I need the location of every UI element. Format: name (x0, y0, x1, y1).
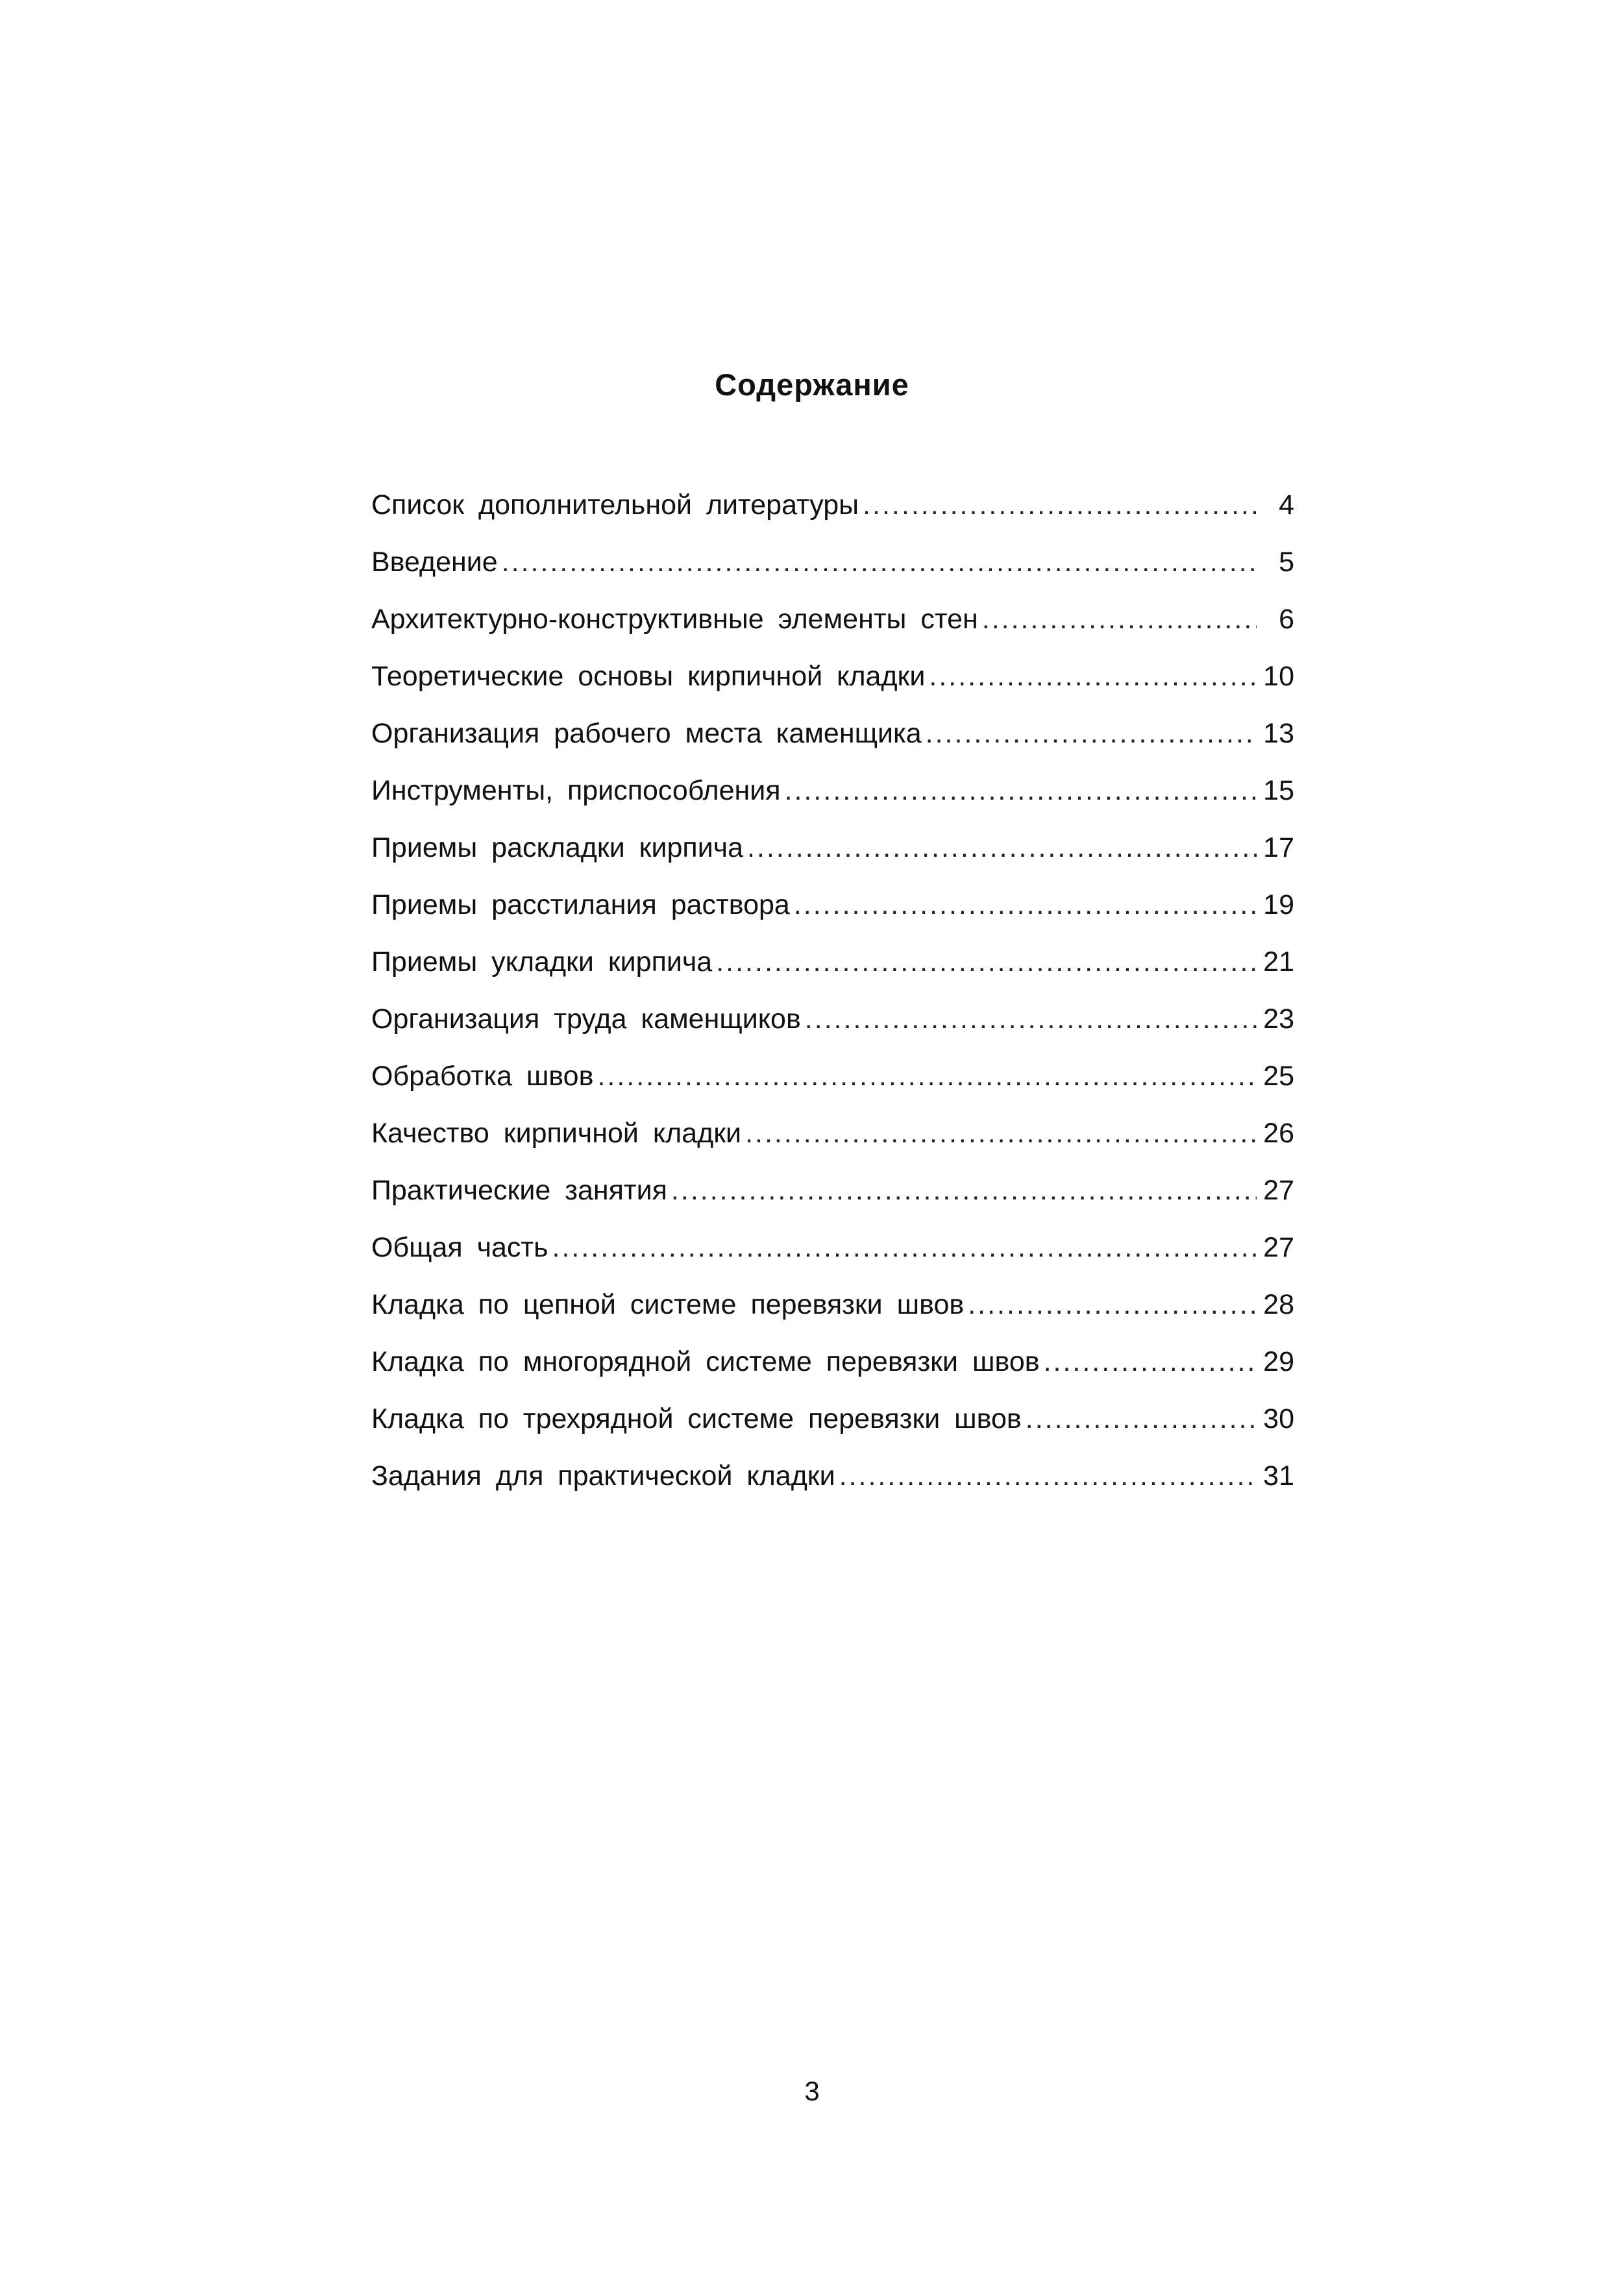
toc-entry-title: Введение (371, 547, 498, 578)
toc-entry-title: Общая часть (371, 1232, 548, 1263)
table-of-contents (371, 485, 1294, 1514)
page-title: Содержание (715, 367, 909, 402)
toc-entry-title: Качество кирпичной кладки (371, 1118, 742, 1149)
toc-entry-title: Архитектурно-конструктивные элементы стен (371, 604, 978, 635)
toc-entry-page: 19 (1263, 889, 1294, 920)
toc-entry (371, 714, 1294, 771)
toc-leader-dots (502, 543, 1257, 582)
toc-entry-page: 5 (1279, 547, 1294, 578)
toc-leader-dots (805, 1000, 1257, 1039)
toc-entry-page: 28 (1263, 1289, 1294, 1320)
toc-leader-dots (863, 485, 1257, 524)
toc-entry-page: 4 (1279, 489, 1294, 521)
toc-entry-title: Теоретические основы кирпичной кладки (371, 661, 926, 692)
toc-entry-page: 6 (1279, 604, 1294, 635)
toc-entry-page: 15 (1263, 775, 1294, 806)
toc-entry-page: 21 (1263, 946, 1294, 977)
toc-entry (371, 1000, 1294, 1057)
toc-entry-title: Обработка швов (371, 1061, 594, 1092)
toc-entry (371, 600, 1294, 657)
toc-entry-page: 30 (1263, 1403, 1294, 1434)
toc-entry (371, 657, 1294, 714)
toc-entry (371, 1114, 1294, 1171)
toc-entry-page: 13 (1263, 718, 1294, 749)
page-number: 3 (804, 2076, 820, 2106)
toc-entry-page: 17 (1263, 832, 1294, 863)
toc-entry-page: 10 (1263, 661, 1294, 692)
toc-entry (371, 1228, 1294, 1285)
toc-entry (371, 771, 1294, 828)
toc-leader-dots (794, 885, 1257, 924)
toc-entry-title: Кладка по многорядной системе перевязки швов (371, 1346, 1040, 1377)
toc-entry-page: 27 (1263, 1175, 1294, 1206)
toc-leader-dots (926, 714, 1257, 753)
toc-entry-title: Приемы расстилания раствора (371, 889, 790, 920)
toc-leader-dots (982, 600, 1257, 639)
toc-leader-dots (929, 657, 1257, 696)
toc-entry (371, 543, 1294, 600)
toc-leader-dots (671, 1171, 1257, 1210)
toc-entry-title: Инструменты, приспособления (371, 775, 781, 806)
toc-entry (371, 485, 1294, 543)
toc-entry-title: Задания для практической кладки (371, 1460, 835, 1492)
toc-leader-dots (1044, 1342, 1257, 1381)
toc-leader-dots (552, 1228, 1257, 1267)
toc-entry (371, 1456, 1294, 1514)
toc-entry-title: Практические занятия (371, 1175, 667, 1206)
toc-entry-title: Приемы укладки кирпича (371, 946, 713, 977)
toc-entry-page: 29 (1263, 1346, 1294, 1377)
toc-entry (371, 1342, 1294, 1399)
toc-entry (371, 942, 1294, 1000)
toc-leader-dots (747, 828, 1257, 867)
toc-entry (371, 1285, 1294, 1342)
toc-leader-dots (968, 1285, 1257, 1324)
toc-entry-page: 31 (1263, 1460, 1294, 1492)
toc-entry-title: Кладка по цепной системе перевязки швов (371, 1289, 965, 1320)
toc-entry-page: 26 (1263, 1118, 1294, 1149)
toc-leader-dots (716, 942, 1257, 981)
toc-leader-dots (745, 1114, 1257, 1153)
toc-entry (371, 828, 1294, 885)
toc-leader-dots (839, 1456, 1257, 1495)
toc-entry-title: Список дополнительной литературы (371, 489, 859, 521)
toc-leader-dots (597, 1057, 1257, 1096)
toc-entry-title: Кладка по трехрядной системе перевязки швов (371, 1403, 1022, 1434)
toc-entry (371, 885, 1294, 942)
toc-entry-title: Организация рабочего места каменщика (371, 718, 922, 749)
toc-entry (371, 1057, 1294, 1114)
toc-entry-page: 23 (1263, 1003, 1294, 1035)
toc-entry (371, 1171, 1294, 1228)
toc-entry-page: 25 (1263, 1061, 1294, 1092)
toc-entry (371, 1399, 1294, 1456)
toc-leader-dots (1026, 1399, 1257, 1438)
toc-entry-title: Приемы раскладки кирпича (371, 832, 744, 863)
toc-entry-page: 27 (1263, 1232, 1294, 1263)
toc-leader-dots (785, 771, 1257, 810)
toc-entry-title: Организация труда каменщиков (371, 1003, 801, 1035)
